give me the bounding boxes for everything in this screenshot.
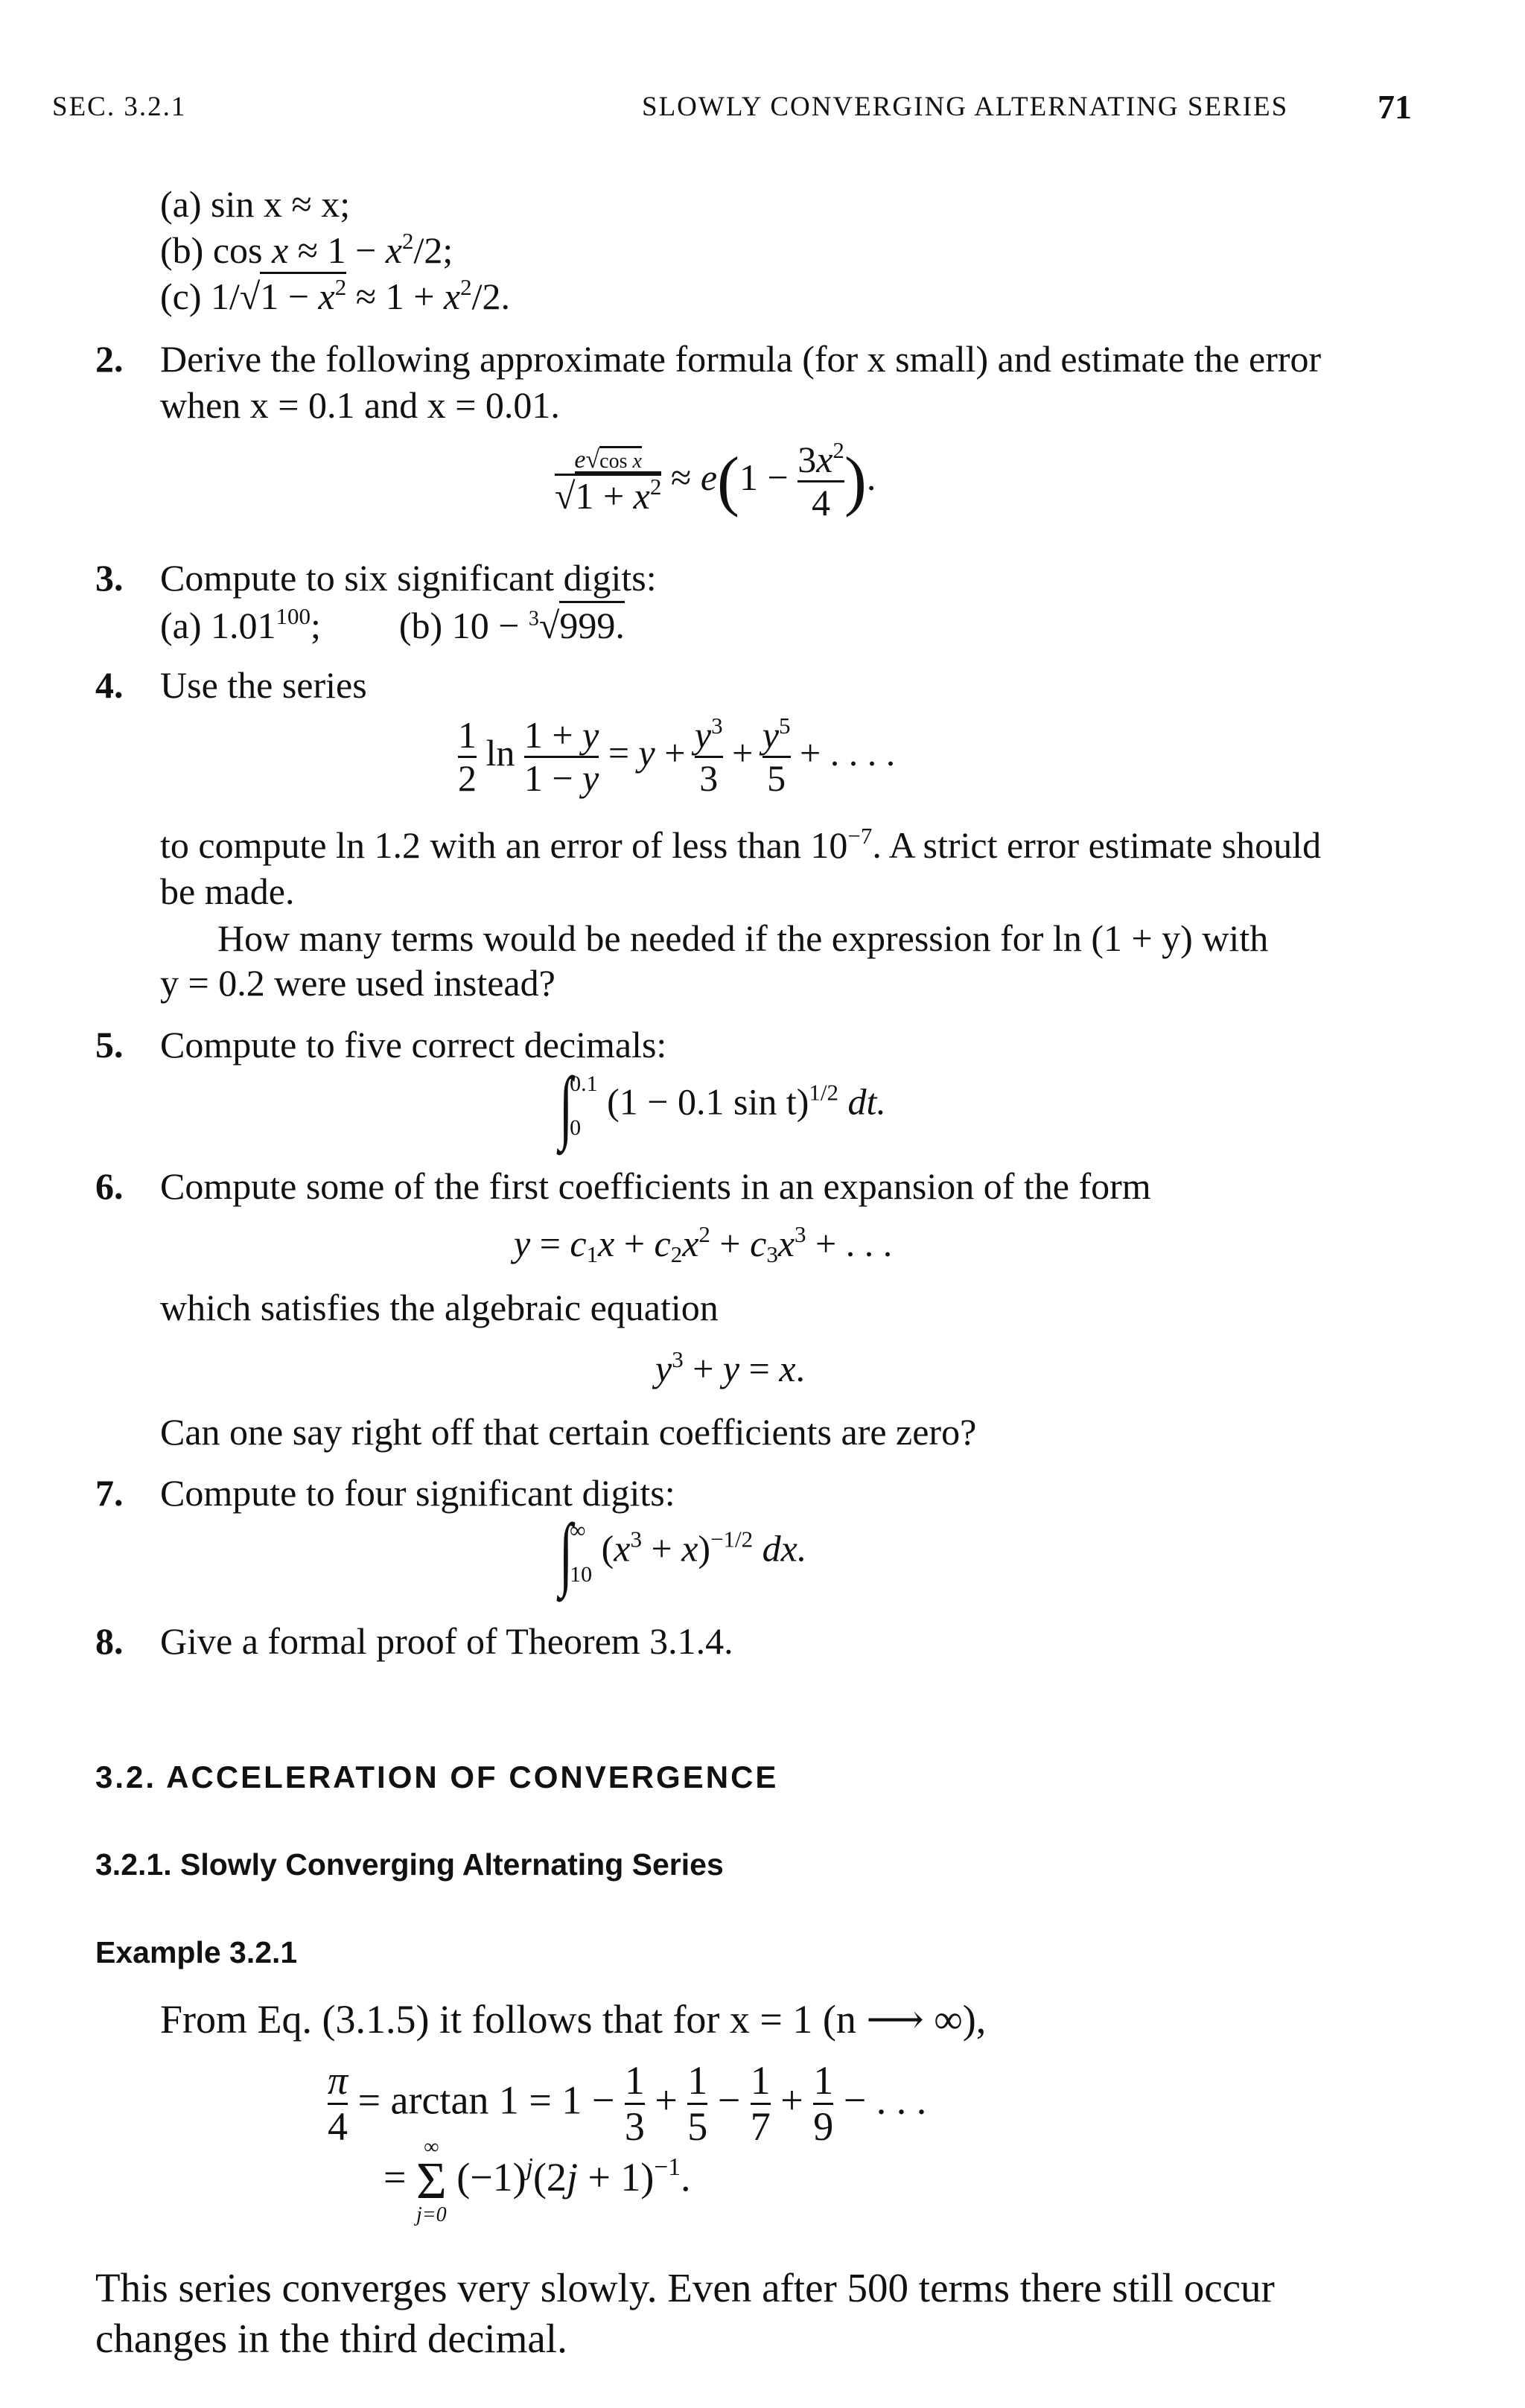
exercise-1a: (a) sin x ≈ x; <box>160 183 351 225</box>
exercise-7-number: 7. <box>95 1472 124 1514</box>
exercise-5-exponent: 1/2 <box>809 1079 839 1106</box>
example-conclusion-line1: This series converges very slowly. Even after 500 terms there still occur <box>95 2265 1275 2310</box>
exercise-8-text: Give a formal proof of Theorem 3.1.4. <box>160 1620 733 1662</box>
exercise-3b-radicand: 999. <box>559 601 625 646</box>
exercise-5-upper-limit: 0.1 <box>570 1071 598 1096</box>
exercise-8-number: 8. <box>95 1620 124 1662</box>
exercise-2-text-line2: when x = 0.1 and x = 0.01. <box>160 384 560 426</box>
exercise-5-integrand: (1 − 0.1 sin t) <box>607 1080 809 1123</box>
exercise-1b-label: (b) <box>160 229 204 271</box>
exercise-5-text: Compute to five correct decimals: <box>160 1024 667 1066</box>
running-header-title: SLOWLY CONVERGING ALTERNATING SERIES <box>642 92 1289 122</box>
exercise-3-text: Compute to six significant digits: <box>160 557 657 599</box>
exercise-2-text-line1: Derive the following approximate formula (for x small) and estimate the error <box>160 338 1322 380</box>
exercise-4-after-line1 <box>160 823 1321 867</box>
exercise-4-number: 4. <box>95 664 124 706</box>
example-intro: From Eq. (3.1.5) it follows that for x = 1 (n ⟶ ∞), <box>160 1997 987 2042</box>
exercise-7-upper-limit: ∞ <box>570 1518 586 1543</box>
exercise-1b: (b) $\cos x \approx 1 - x^2/2$; <box>160 227 453 271</box>
exercise-6-equation: $y^3 + y = x$. <box>655 1345 806 1389</box>
exercise-5-integral: ∫ 0.1 0 (1 − 0.1 sin t)$^{1/2}$ dt. <box>559 1060 886 1151</box>
exercise-5-lower-limit: 0 <box>570 1115 582 1140</box>
exercise-4-text: Use the series <box>160 664 367 706</box>
exercise-3-parts: (a) 1.01$^{100}$; (b) 10 − $^3$√999. <box>160 603 625 648</box>
exercise-5-number: 5. <box>95 1024 124 1066</box>
exercise-4-after-line2: be made. <box>160 870 295 912</box>
exercise-6-question: Can one say right off that certain coefficients are zero? <box>160 1411 977 1453</box>
exercise-3a: (a) 1.01 <box>160 605 276 646</box>
exercise-4-after-text: to compute ln 1.2 with an error of less than 10 <box>160 824 848 866</box>
exercise-1c-label: (c) <box>160 275 202 317</box>
exercise-1c: (c) $1/√1 - x^2 \approx 1 + x^2/2$. <box>160 274 510 319</box>
exercise-7-text: Compute to four significant digits: <box>160 1472 675 1514</box>
example-series-line1: $\frac{\pi}{4}$ = arctan 1 = 1 − $\frac{1}{3}$ + $\frac{1}{5}$ − $\frac{1}{7}$ + $\frac{1}{9}$ − . . . <box>328 2058 927 2150</box>
exercise-3-number: 3. <box>95 557 124 599</box>
subsection-heading: 3.2.1. Slowly Converging Alternating Series <box>95 1847 724 1882</box>
page-number: 71 <box>1378 88 1412 126</box>
exercise-4-exponent: −7 <box>847 822 873 849</box>
exercise-5-dt: dt. <box>838 1080 886 1123</box>
exercise-6-number: 6. <box>95 1165 124 1207</box>
exercise-2-formula: $\frac{\text{e√cos x}}{√1 + x^2}$ ≈ e(1 − $\frac{3x^2}{4}$ ). <box>555 436 876 523</box>
exercise-2-number: 2. <box>95 338 124 380</box>
exercise-4-para-line2: y = 0.2 were used instead? <box>160 962 555 1004</box>
exercise-7-integral: ∫ ∞ 10 $(x^3 + x)^{-1/2}$ dx. <box>559 1507 807 1598</box>
example-label: Example 3.2.1 <box>95 1935 298 1969</box>
exercise-7-dx: dx. <box>753 1527 807 1570</box>
example-series-line2: = ∞ Σ j=0 $(-1)^j(2j + 1)^{-1}$. <box>383 2135 691 2226</box>
exercise-3b: (b) 10 − <box>398 605 520 646</box>
exercise-7-lower-limit: 10 <box>570 1562 593 1587</box>
exercise-6-expansion: $y = c_1x + c_2x^2 + c_3x^3$ + . . . <box>514 1220 893 1267</box>
exercise-6-between: which satisfies the algebraic equation <box>160 1287 719 1328</box>
exercise-4-series: $\frac{1}{2}$ ln $\frac{1 + y}{1 - y}$ = y + $\frac{y^3}{3}$ + $\frac{y^5}{5}$ + . . . . <box>458 712 896 799</box>
exercise-6-text: Compute some of the first coefficients in an expansion of the form <box>160 1165 1151 1207</box>
exercise-4-para-line1: How many terms would be needed if the expression for ln (1 + y) with <box>217 917 1269 959</box>
section-heading: 3.2. ACCELERATION OF CONVERGENCE <box>95 1759 779 1794</box>
running-header-section: SEC. 3.2.1 <box>52 92 187 122</box>
exercise-4-after-end: . A strict error estimate should <box>872 824 1322 866</box>
exercise-3a-exponent: 100 <box>276 602 311 629</box>
example-conclusion-line2: changes in the third decimal. <box>95 2316 567 2361</box>
